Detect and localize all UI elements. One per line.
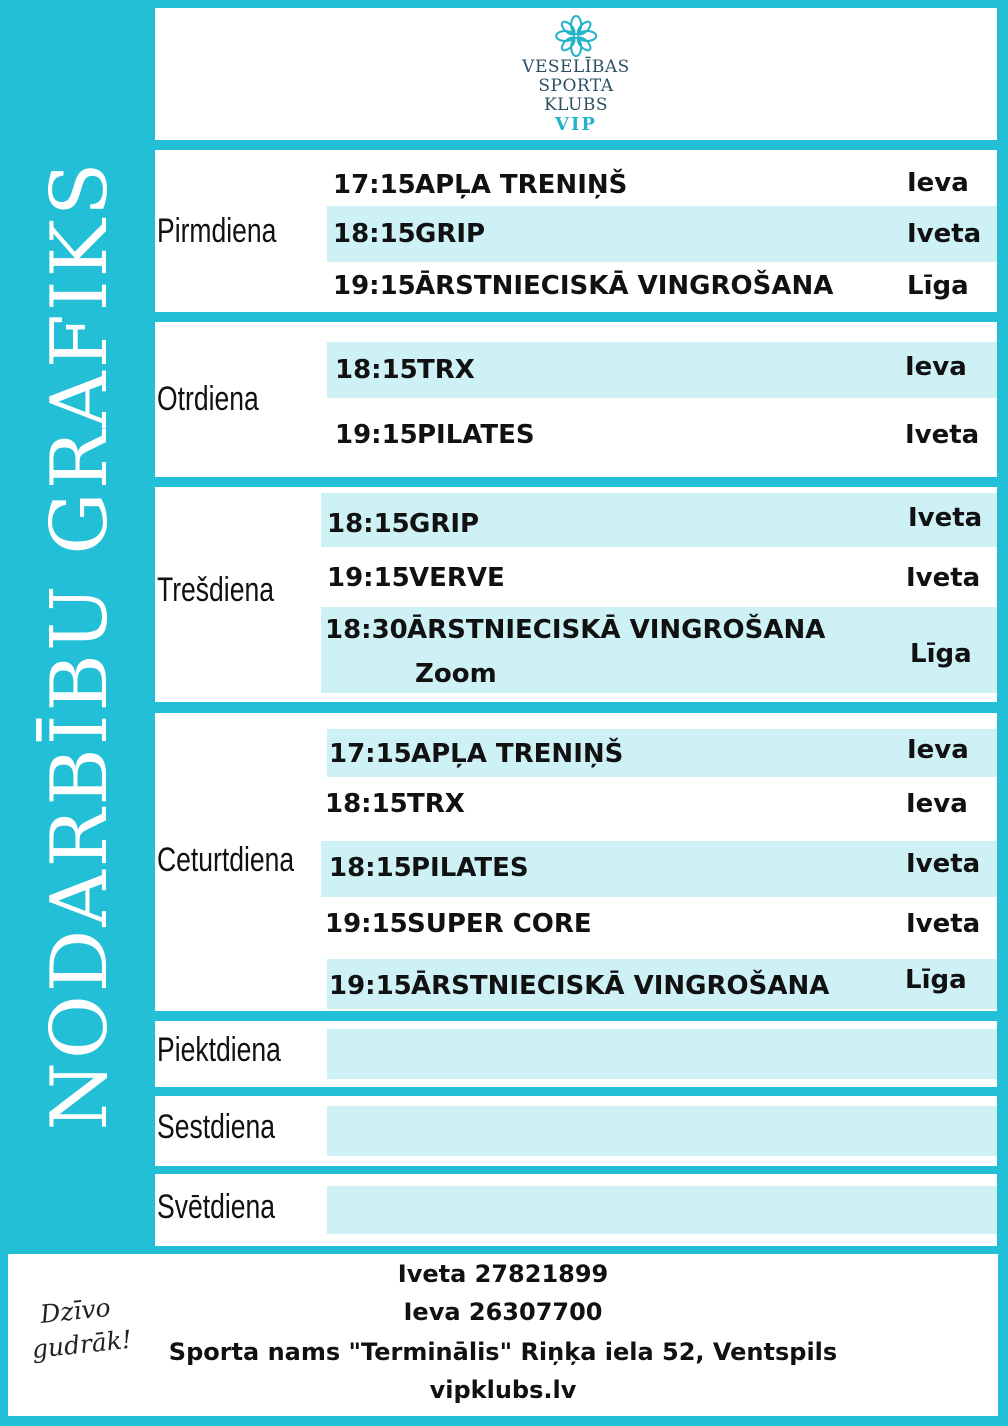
class-time: 18:15 [335, 355, 418, 385]
class-name: APĻA TRENIŅŠ [415, 170, 628, 200]
class-instructor: Iveta [905, 420, 980, 450]
page-title: NODARBĪBU GRAFIKS [35, 159, 125, 1131]
website-link[interactable]: vipklubs.lv [429, 1376, 577, 1404]
class-time: 18:30 [325, 615, 408, 645]
class-instructor: Līga [907, 271, 969, 301]
day-label: Piektdiena [157, 1031, 281, 1069]
class-instructor: Iveta [907, 219, 982, 249]
day-label: Trešdiena [157, 571, 274, 609]
class-row [327, 206, 997, 262]
class-time: 19:15 [325, 909, 408, 939]
class-row [321, 607, 997, 693]
class-instructor: Iveta [908, 503, 983, 533]
class-instructor: Ieva [907, 168, 969, 198]
footer [8, 1254, 998, 1416]
day-block-thursday [155, 713, 997, 1011]
class-name: TRX [417, 355, 475, 385]
class-instructor: Ieva [907, 735, 969, 765]
class-time: 18:15 [325, 789, 408, 819]
class-instructor: Iveta [906, 563, 981, 593]
class-row [327, 342, 997, 398]
class-instructor: Līga [910, 639, 972, 669]
class-row [321, 493, 997, 547]
class-row [321, 549, 997, 603]
contact-phone-ieva: Ieva 26307700 [403, 1298, 603, 1326]
class-row [327, 959, 997, 1009]
day-label: Sestdiena [157, 1108, 275, 1146]
lotus-flower-icon [554, 14, 598, 58]
class-row [327, 729, 997, 777]
class-time: 17:15 [333, 170, 416, 200]
class-name: ĀRSTNIECISKĀ VINGROŠANA [411, 971, 830, 1001]
class-time: 17:15 [329, 739, 412, 769]
class-instructor: Iveta [906, 849, 981, 879]
class-row [327, 408, 997, 464]
class-time: 18:15 [333, 219, 416, 249]
class-row [321, 841, 997, 897]
empty-schedule-slot [327, 1029, 997, 1079]
class-name: TRX [407, 789, 465, 819]
day-block-friday [155, 1021, 997, 1087]
club-logo [522, 14, 630, 134]
class-name: PILATES [417, 420, 535, 450]
class-instructor: Ieva [905, 352, 967, 382]
empty-schedule-slot [327, 1186, 997, 1234]
class-time: 19:15 [327, 563, 410, 593]
class-time: 19:15 [333, 271, 416, 301]
class-time: 19:15 [335, 420, 418, 450]
class-row [321, 779, 997, 835]
day-block-saturday [155, 1096, 997, 1166]
logo-line-1: VESELĪBAS [522, 57, 630, 77]
class-row [327, 262, 997, 312]
logo-line-4: VIP [555, 114, 597, 135]
class-name: VERVE [409, 563, 505, 593]
class-note: Zoom [415, 659, 497, 689]
class-time: 19:15 [329, 971, 412, 1001]
logo-line-2: SPORTA [538, 76, 614, 96]
slogan-line-1: Dzīvo [38, 1292, 112, 1329]
class-name: SUPER CORE [407, 909, 592, 939]
day-block-sunday [155, 1174, 997, 1246]
slogan-line-2: gudrāk! [30, 1324, 134, 1365]
day-block-wednesday [155, 487, 997, 702]
class-name: GRIP [409, 509, 480, 539]
day-label: Otrdiena [157, 380, 259, 418]
class-time: 18:15 [327, 509, 410, 539]
day-block-monday [155, 150, 997, 312]
day-label: Pirmdiena [157, 212, 277, 250]
class-row [321, 899, 997, 955]
class-row [327, 158, 997, 206]
class-instructor: Līga [905, 965, 967, 995]
contact-phone-iveta: Iveta 27821899 [397, 1260, 609, 1288]
empty-schedule-slot [327, 1106, 997, 1156]
class-name: ĀRSTNIECISKĀ VINGROŠANA [415, 271, 834, 301]
day-label: Svētdiena [157, 1188, 275, 1226]
class-instructor: Ieva [906, 789, 968, 819]
class-name: APĻA TRENIŅŠ [411, 739, 624, 769]
class-name: ĀRSTNIECISKĀ VINGROŠANA [407, 615, 826, 645]
class-instructor: Iveta [906, 909, 981, 939]
class-name: PILATES [411, 853, 529, 883]
logo-panel [155, 8, 997, 140]
logo-line-3: KLUBS [543, 95, 609, 115]
address: Sporta nams "Terminālis" Riņķa iela 52, Ventspils [168, 1338, 838, 1366]
day-label: Ceturtdiena [157, 841, 295, 879]
day-block-tuesday [155, 322, 997, 477]
class-time: 18:15 [329, 853, 412, 883]
class-name: GRIP [415, 219, 486, 249]
